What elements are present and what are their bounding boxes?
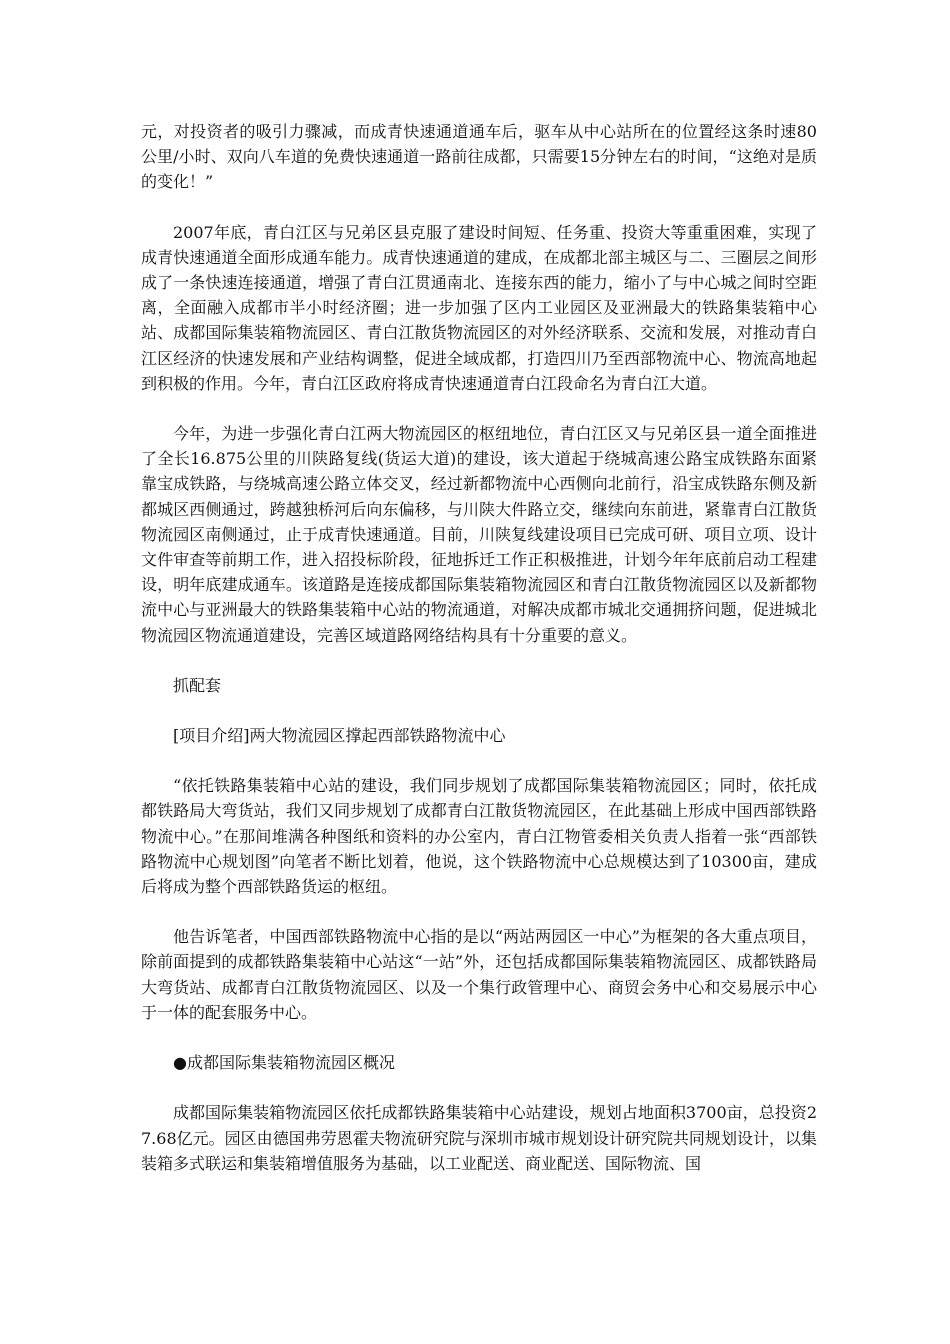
section-heading-project-intro: [项目介绍]两大物流园区撑起西部铁路物流中心 bbox=[173, 726, 506, 746]
paragraph-chuanshan-road: 今年，为进一步强化青白江两大物流园区的枢纽地位，青白江区又与兄弟区县一道全面推进了全长16.875公里的川陕路复线(货运大道)的建设，该大道起于绕城高速公路宝成铁路东面紧靠宝成铁路，与绕城高速公路立体交叉，经过新都物流中心西侧向北前行，沿宝成铁路东侧及新都城区西侧通过，跨越独桥河后向东偏移，与川陕大件路立交，继续向东前进，紧靠青白江散货物流园区南侧通过，止于成青快速通道。目前，川陕复线建设项目已完成可研、项目立项、设计文件审查等前期工作，进入招投标阶段，征地拆迁工作正积极推进，计划今年年底前启动工程建设，明年底建成通车。该道路是连接成都国际集装箱物流园区和青白江散货物流园区以及新都物流中心与亚洲最大的铁路集装箱中心站的物流通道，对解决成都市城北交通拥挤问题，促进城北物流园区物流通道建设，完善区域道路网络结构具有十分重要的意义。 bbox=[141, 424, 817, 645]
section-heading-park-overview: ●成都国际集装箱物流园区概况 bbox=[173, 1053, 395, 1073]
paragraph-road-opening: 2007年底，青白江区与兄弟区县克服了建设时间短、任务重、投资大等重重困难，实现了成青快速通道全面形成通车能力。成青快速通道的建成，在成都北部主城区与二、三圈层之间形成了一条快速连接通道，增强了青白江贯通南北、连接东西的能力，缩小了与中心城之间时空距离，全面融入成都市半小时经济圈；进一步加强了区内工业园区及亚洲最大的铁路集装箱中心站、成都国际集装箱物流园区、青白江散货物流园区的对外经济联系、交流和发展，对推动青白江区经济的快速发展和产业结构调整，促进全域成都，打造四川乃至西部物流中心、物流高地起到积极的作用。今年，青白江区政府将成青快速通道青白江段命名为青白江大道。 bbox=[141, 222, 817, 393]
section-heading-supporting: 抓配套 bbox=[173, 675, 222, 695]
document-body bbox=[141, 119, 817, 1176]
paragraph-framework: 他告诉笔者，中国西部铁路物流中心指的是以“两站两园区一中心”为框架的各大重点项目，除前面提到的成都铁路集装箱中心站这“一站”外，还包括成都国际集装箱物流园区、成都铁路局大弯货站、成都青白江散货物流园区、以及一个集行政管理中心、商贸会务中心和交易展示中心于一体的配套服务中心。 bbox=[141, 927, 817, 1022]
paragraph-continuation: 元，对投资者的吸引力骤减，而成青快速通道通车后，驱车从中心站所在的位置经这条时速80公里/小时、双向八车道的免费快速通道一路前往成都，只需要15分钟左右的时间，“这绝对是质的变化！” bbox=[141, 122, 817, 192]
paragraph-quote-planning: “依托铁路集装箱中心站的建设，我们同步规划了成都国际集装箱物流园区；同时，依托成都铁路局大弯货站，我们又同步规划了成都青白江散货物流园区，在此基础上形成中国西部铁路物流中心。”在那间堆满各种图纸和资料的办公室内，青白江物管委相关负责人指着一张“西部铁路物流中心规划图”向笔者不断比划着，他说，这个铁路物流中心总规模达到了10300亩，建成后将成为整个西部铁路货运的枢纽。 bbox=[141, 776, 817, 897]
paragraph-park-details: 成都国际集装箱物流园区依托成都铁路集装箱中心站建设，规划占地面积3700亩，总投资27.68亿元。园区由德国弗劳恩霍夫物流研究院与深圳市城市规划设计研究院共同规划设计，以集装箱多式联运和集装箱增值服务为基础，以工业配送、商业配送、国际物流、国 bbox=[141, 1103, 817, 1173]
